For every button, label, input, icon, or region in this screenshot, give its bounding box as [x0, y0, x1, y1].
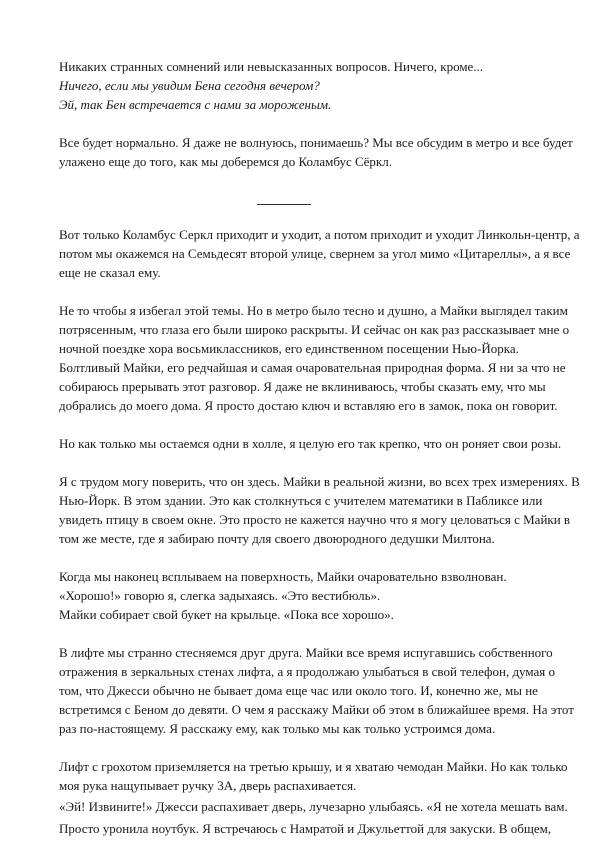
text-line: «Эй! Извините!» Джесси распахивает дверь, лучезарно улыбаясь. «Я не хотела мешать вам.: [59, 799, 568, 814]
text-line: Просто уронила ноутбук. Я встречаюсь с Намратой и Джульеттой для закуски. В общем,: [59, 821, 552, 836]
italic-line: Ничего, если мы увидим Бена сегодня вечером?: [59, 78, 320, 93]
paragraph: [59, 643, 574, 738]
text-line: потом мы окажемся на Семьдесят второй улице, свернем за угол мимо «Цитареллы», а я все: [59, 246, 571, 261]
text-line: моя рука нащупывает ручку 3А, дверь распахивается.: [59, 778, 357, 793]
text-line: увидеть птицу в своем окне. Это просто не кажется научно что я могу целоваться с Майки в: [59, 512, 571, 527]
text-line: встретимся с Беном до девяти. О чем я расскажу Майки об этом в ближайшее время. На этот: [59, 702, 574, 717]
text-line: том же месте, где я забираю почту для своего двоюродного дедушки Милтона.: [59, 531, 495, 546]
paragraph: [59, 434, 562, 453]
text-line: потрясенным, что глаза его были широко раскрыты. И сейчас он как раз рассказывает мне о: [59, 322, 570, 337]
text-line: отражения в зеркальных стенах лифта, а я продолжаю улыбаться в свой телефон, думая о: [59, 664, 556, 679]
text-line: Вот только Коламбус Серкл приходит и уходит, а потом приходит и уходит Линкольн-центр, а: [59, 227, 580, 242]
text-line: Лифт с грохотом приземляется на третью крышу, и я хватаю чемодан Майки. Но как только: [59, 759, 568, 774]
text-line: собираюсь прерывать этот разговор. Я даже не вклиниваюсь, чтобы сказать ему, что мы: [59, 379, 546, 394]
text-line: Я с трудом могу поверить, что он здесь. Майки в реальной жизни, во всех трех измерениях. В: [59, 474, 580, 489]
text-line: улажено еще до того, как мы доберемся до Коламбус Сёркл.: [59, 154, 392, 169]
paragraph: [59, 301, 570, 415]
text-line: раз по-настоящему. Я расскажу ему, как только мы как только устроимся дома.: [59, 721, 496, 736]
paragraph: [59, 225, 580, 282]
paragraph: [59, 567, 549, 624]
text-line: Майки собирает свой букет на крыльце. «Пока все хорошо».: [59, 607, 394, 622]
paragraph: [59, 757, 568, 838]
separator-line: [257, 204, 311, 205]
text-line: том, что Джесси обычно не бывает дома еще час или около того. И, конечно же, мы не: [59, 683, 538, 698]
text-line: Нью-Йорк. В этом здании. Это как столкнуться с учителем математики в Пабликсе или: [59, 493, 543, 508]
text-line: В лифте мы странно стесняемся друг друга. Майки все время испугавшись собственного: [59, 645, 553, 660]
section-separator: [59, 190, 549, 225]
italic-line: Эй, так Бен встречается с нами за мороженым.: [59, 97, 332, 112]
text-line: Когда мы наконец всплываем на поверхность, Майки очаровательно взволнован.: [59, 569, 507, 584]
text-line: ночной поездке хора восьмиклассников, его единственном посещении Нью-Йорка.: [59, 341, 519, 356]
paragraph: [59, 133, 573, 171]
text-line: «Хорошо!» говорю я, слегка задыхаясь. «Это вестибюль».: [59, 588, 381, 603]
text-line: еще не сказал ему.: [59, 265, 161, 280]
text-line: Не то чтобы я избегал этой темы. Но в метро было тесно и душно, а Майки выглядел таким: [59, 303, 568, 318]
text-line: Все будет нормально. Я даже не волнуюсь, понимаешь? Мы все обсудим в метро и все будет: [59, 135, 573, 150]
paragraph: [59, 472, 580, 548]
document-page: [59, 57, 580, 838]
text-line: Болтливый Майки, его редчайшая и самая очаровательная природная форма. Я ни за что не: [59, 360, 566, 375]
text-line: Но как только мы остаемся одни в холле, я целую его так крепко, что он роняет свои розы.: [59, 436, 562, 451]
text-line: добрались до моего дома. Я просто достаю ключ и вставляю его в замок, пока он говорит.: [59, 398, 558, 413]
text-line: Никаких странных сомнений или невысказанных вопросов. Ничего, кроме...: [59, 59, 484, 74]
